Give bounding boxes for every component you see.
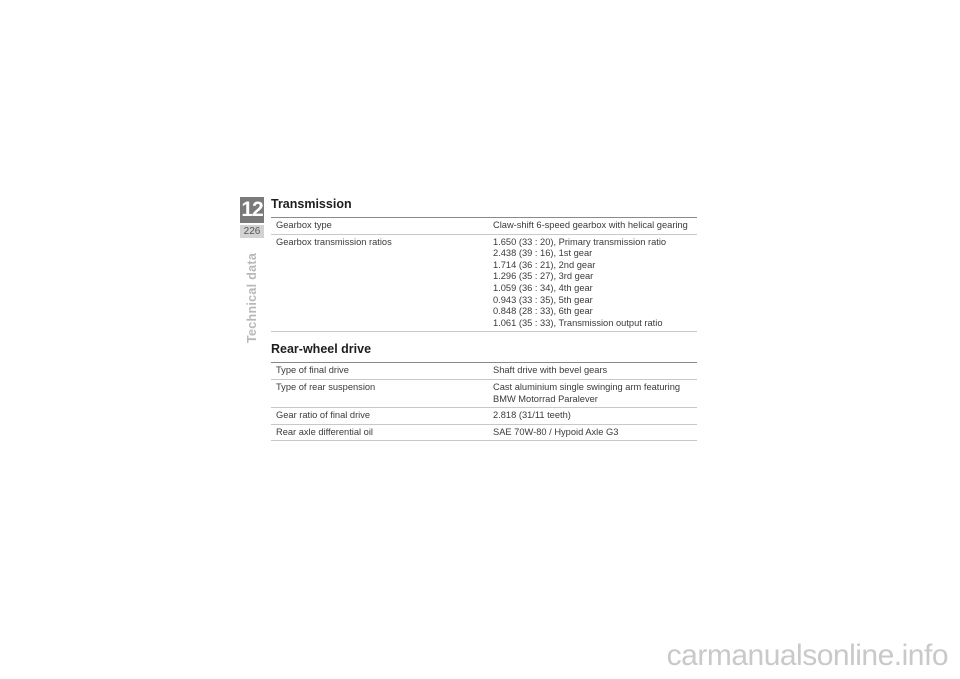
table-row	[271, 234, 697, 332]
spec-label: Type of final drive	[271, 363, 488, 380]
spec-value: 2.818 (31/11 teeth)	[488, 408, 697, 425]
spec-label: Rear axle differential oil	[271, 424, 488, 441]
table-row	[271, 218, 697, 235]
transmission-spec-table	[271, 217, 697, 332]
watermark-text: carmanualsonline.info	[666, 639, 948, 672]
chapter-number-badge: 12	[241, 198, 263, 221]
spec-value: SAE 70W-80 / Hypoid Axle G3	[488, 424, 697, 441]
spec-label: Gearbox type	[271, 218, 488, 235]
spec-value: Shaft drive with bevel gears	[488, 363, 697, 380]
table-row	[271, 424, 697, 441]
table-row	[271, 379, 697, 407]
spec-content	[271, 197, 697, 441]
spec-label: Gear ratio of final drive	[271, 408, 488, 425]
spec-label: Type of rear suspension	[271, 379, 488, 407]
section-heading-transmission: Transmission	[271, 197, 352, 211]
spec-value: Cast aluminium single swinging arm featuring BMW Motorrad Paralever	[488, 379, 697, 407]
table-row	[271, 408, 697, 425]
spec-value: Claw-shift 6-speed gearbox with helical gearing	[488, 218, 697, 235]
section-heading-rear-wheel-drive: Rear-wheel drive	[271, 342, 372, 357]
rear-wheel-drive-spec-table	[271, 362, 697, 441]
spec-label: Gearbox transmission ratios	[271, 234, 488, 332]
spec-value: 1.650 (33 : 20), Primary transmission ratio 2.438 (39 : 16), 1st gear 1.714 (36 : 21), 2nd gear 1.296 (35 : 27), 3rd gear 1.059 (36 : 34), 4th gear 0.943 (33 : 35), 5th gear 0.848 (28 : 33), 6th gear 1.061 (35 : 33), Transmission output ratio	[488, 234, 697, 332]
table-row	[271, 363, 697, 380]
chapter-title-vertical: Technical data	[245, 252, 259, 343]
page-number: 226	[240, 225, 264, 238]
